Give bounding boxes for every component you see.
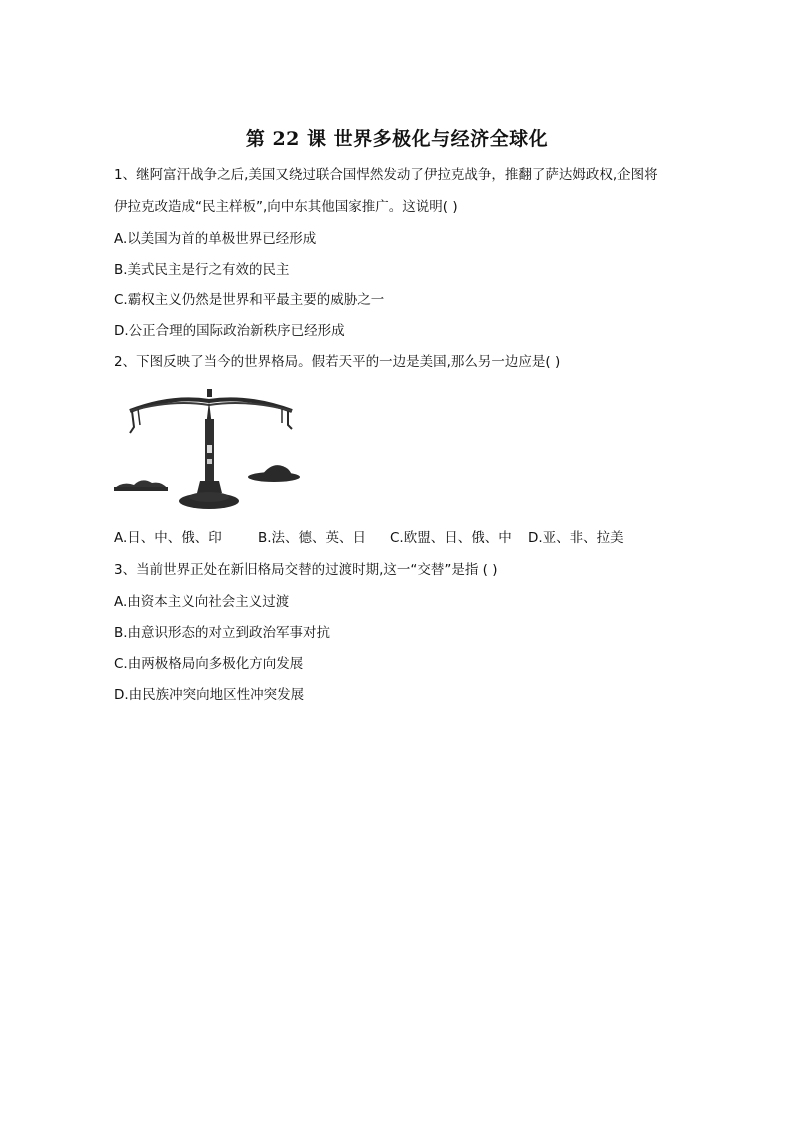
question-2-stem: 2、下图反映了当今的世界格局。假若天平的一边是美国,那么另一边应是( ) <box>114 354 561 370</box>
page-title: 第 22 课 世界多极化与经济全球化 <box>245 128 549 150</box>
balance-scale-icon <box>112 385 306 515</box>
question-3-option-d: D.由民族冲突向地区性冲突发展 <box>114 687 305 703</box>
question-2-option-a: A.日、中、俄、印 <box>114 530 222 546</box>
question-3-stem: 3、当前世界正处在新旧格局交替的过渡时期,这一“交替”是指 ( ) <box>114 562 498 578</box>
question-2-option-c: C.欧盟、日、俄、中 <box>390 530 512 546</box>
question-1-stem-line-2: 伊拉克改造成“民主样板”,向中东其他国家推广。这说明( ) <box>114 199 458 215</box>
question-1-option-c: C.霸权主义仍然是世界和平最主要的威胁之一 <box>114 292 385 308</box>
question-3-option-b: B.由意识形态的对立到政治军事对抗 <box>114 625 331 641</box>
balance-scale-figure <box>112 385 306 515</box>
question-1-option-d: D.公正合理的国际政治新秩序已经形成 <box>114 323 345 339</box>
question-2-option-d: D.亚、非、拉美 <box>528 530 624 546</box>
question-2-option-b: B.法、德、英、日 <box>258 530 367 546</box>
question-1-option-a: A.以美国为首的单极世界已经形成 <box>114 231 317 247</box>
question-3-option-c: C.由两极格局向多极化方向发展 <box>114 656 304 672</box>
question-3-option-a: A.由资本主义向社会主义过渡 <box>114 594 290 610</box>
question-1-option-b: B.美式民主是行之有效的民主 <box>114 262 290 278</box>
question-1-stem-line-1: 1、继阿富汗战争之后,美国又绕过联合国悍然发动了伊拉克战争，推翻了萨达姆政权,企图将 <box>114 167 658 183</box>
